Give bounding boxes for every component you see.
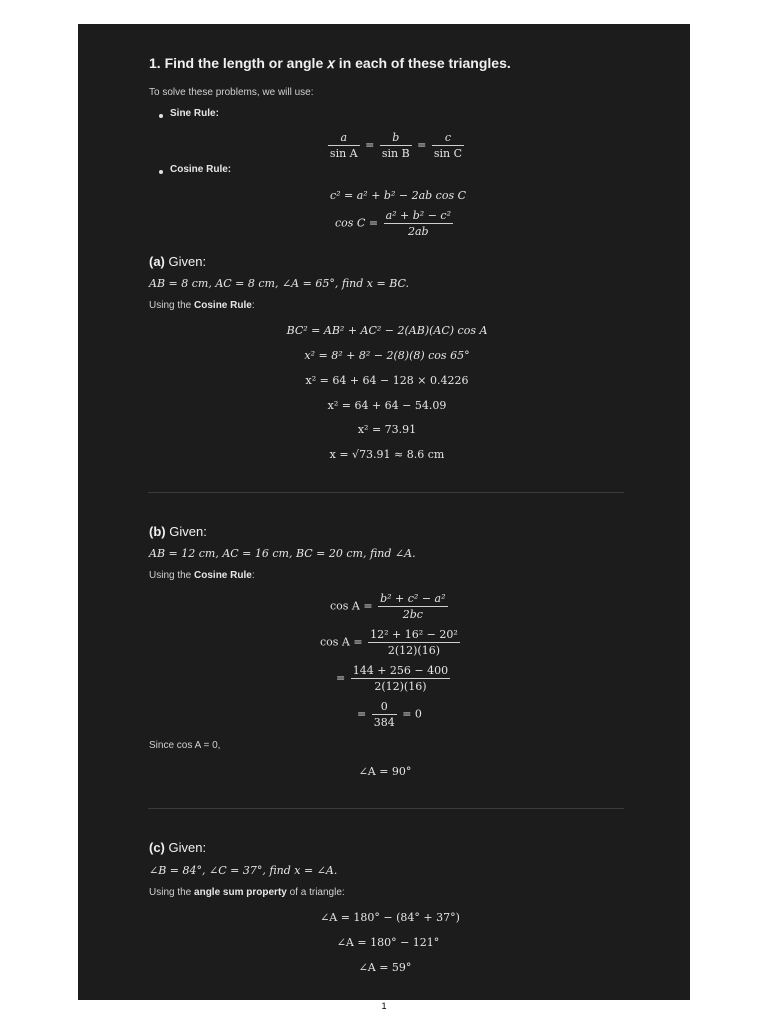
part-a-step-2: x² = 8² + 8² − 2(8)(8) cos 65°: [304, 349, 470, 362]
sine-rule-label: Sine Rule:: [170, 108, 219, 119]
page-title: 1. Find the length or angle 𝑥 in each of these triangles.: [149, 55, 511, 71]
part-c-step-3: ∠A = 59°: [358, 961, 412, 974]
part-a-step-1: BC² = AB² + AC² − 2(AB)(AC) cos A: [286, 324, 488, 337]
sine-rule-formula: $\frac{a}{\text{sin A}}$ = $\frac{b}{\text{sin B}}$ = $\frac{c}{\text{sin C}}$: [329, 131, 463, 160]
part-b-step-3: = $\frac{144 + 256 - 400}{2(12)(16)}$: [336, 664, 449, 693]
part-b-given: AB = 12 cm, AC = 16 cm, BC = 20 cm, find ∠A.: [149, 547, 416, 560]
part-a-step-4: x² = 64 + 64 − 54.09: [327, 399, 447, 412]
part-a-heading: (a) Given:: [149, 254, 207, 269]
cosine-rule-label: Cosine Rule:: [170, 164, 232, 175]
part-b-step-1: cos A = $\frac{\text{b² + c² − a²}}{2bc}$: [330, 592, 446, 621]
part-a-step-6: x = √73.91 ≈ 8.6 cm: [329, 448, 445, 461]
part-a-given: AB = 8 cm, AC = 8 cm, ∠A = 65°, find x = BC.: [149, 277, 410, 290]
section-divider-1: [148, 492, 624, 493]
part-b-method: Using the Cosine Rule:: [149, 570, 255, 581]
bullet-cosine: [159, 170, 163, 174]
part-b-result: ∠A = 90°: [358, 765, 412, 778]
part-b-step-2: cos A = $\frac{\text{12² + 16² − 20²}}{2(12)(16)}$: [320, 628, 458, 657]
part-b-since: Since cos A = 0,: [149, 740, 221, 751]
part-c-step-1: ∠A = 180° − (84° + 37°): [320, 911, 460, 924]
part-c-step-2: ∠A = 180° − 121°: [336, 936, 440, 949]
document-panel: [78, 24, 690, 1000]
intro-text: To solve these problems, we will use:: [149, 87, 314, 98]
part-c-method: Using the angle sum property of a triangle:: [149, 887, 345, 898]
bullet-sine: [159, 114, 163, 118]
section-divider-2: [148, 808, 624, 809]
part-b-step-4: = $\frac{0}{384}$ = 0: [357, 700, 422, 729]
part-a-step-3: x² = 64 + 64 − 128 × 0.4226: [305, 374, 469, 387]
part-c-given: ∠B = 84°, ∠C = 37°, find x = ∠A.: [149, 864, 338, 877]
part-a-step-5: x² = 73.91: [357, 423, 417, 436]
part-c-heading: (c) Given:: [149, 840, 207, 855]
part-a-method: Using the Cosine Rule:: [149, 300, 255, 311]
page-number: 1: [381, 1001, 387, 1011]
cosine-rule-line2: cos C = $\frac{\text{a² + b² − c²}}{2ab}$: [335, 209, 451, 238]
cosine-rule-line1: c² = a² + b² − 2ab cos C: [329, 189, 467, 202]
part-b-heading: (b) Given:: [149, 524, 207, 539]
